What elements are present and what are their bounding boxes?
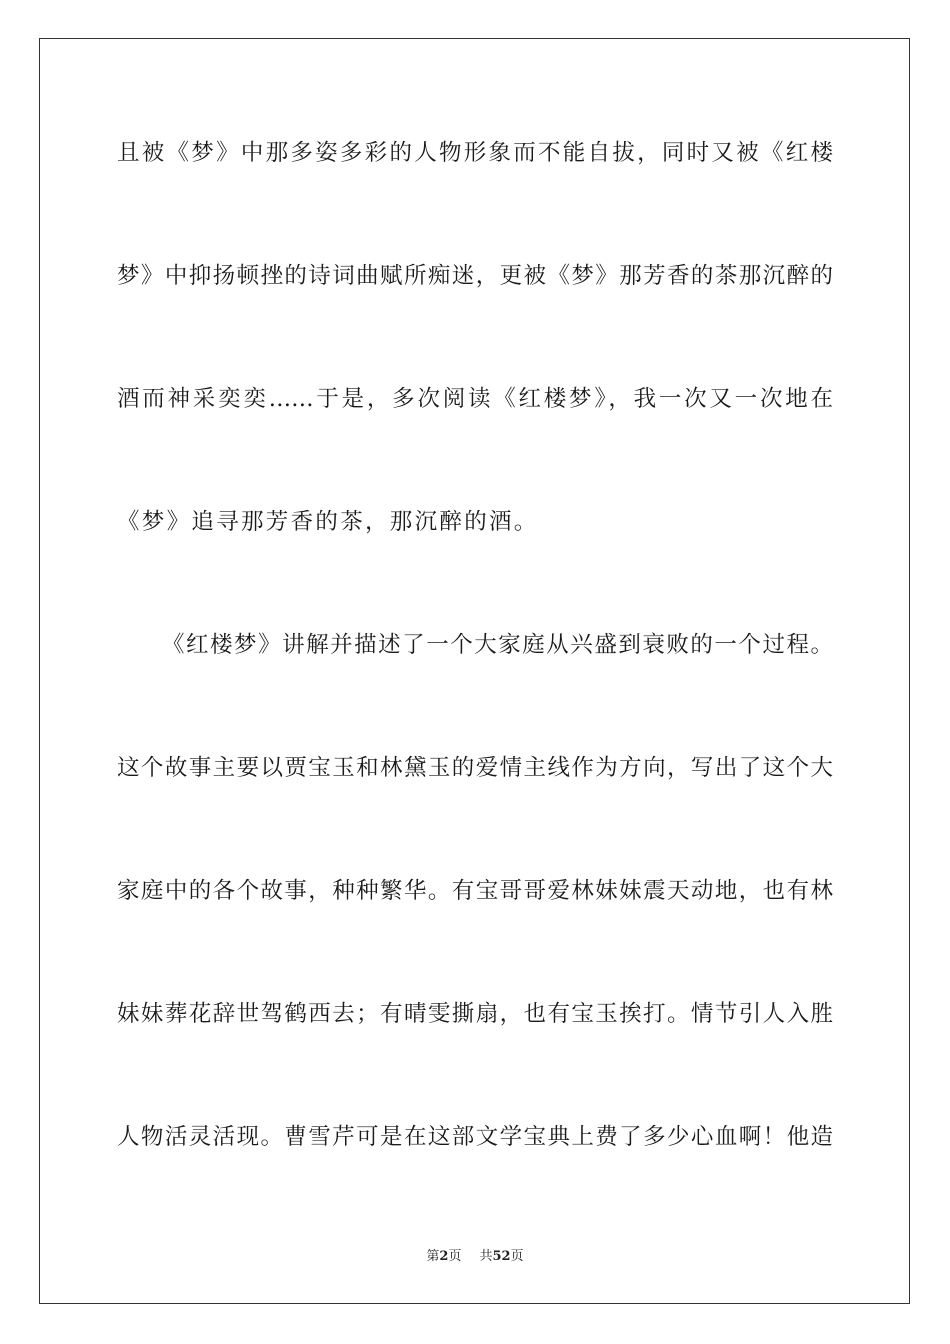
page-border [39,38,910,1304]
text-line: 人物活灵活现。曹雪芹可是在这部文学宝典上费了多少心血啊！他造 [117,1124,833,1150]
page-number: 2 [439,1249,449,1264]
text-line: 且被《梦》中那多姿多彩的人物形象而不能自拔，同时又被《红楼 [117,140,833,166]
total-label-prefix: 共 [479,1249,493,1264]
text-line: 家庭中的各个故事，种种繁华。有宝哥哥爱林妹妹震天动地，也有林 [117,878,833,904]
total-pages: 52 [492,1249,511,1264]
text-line: 《梦》追寻那芳香的茶，那沉醉的酒。 [117,509,539,535]
page-label-suffix: 页 [448,1249,462,1264]
text-line: 梦》中抑扬顿挫的诗词曲赋所痴迷，更被《梦》那芳香的茶那沉醉的 [117,263,833,289]
page-footer [0,1248,950,1266]
text-line: 酒而神采奕奕……于是，多次阅读《红楼梦》，我一次又一次地在 [117,386,833,412]
text-line: 这个故事主要以贾宝玉和林黛玉的爱情主线作为方向，写出了这个大 [117,755,833,781]
total-label-suffix: 页 [510,1249,524,1264]
text-line: 《红楼梦》讲解并描述了一个大家庭从兴盛到衰败的一个过程。 [162,632,833,658]
text-line: 妹妹葬花辞世驾鹤西去；有晴雯撕扇，也有宝玉挨打。情节引人入胜 [117,1001,833,1027]
page-label-prefix: 第 [426,1249,440,1264]
